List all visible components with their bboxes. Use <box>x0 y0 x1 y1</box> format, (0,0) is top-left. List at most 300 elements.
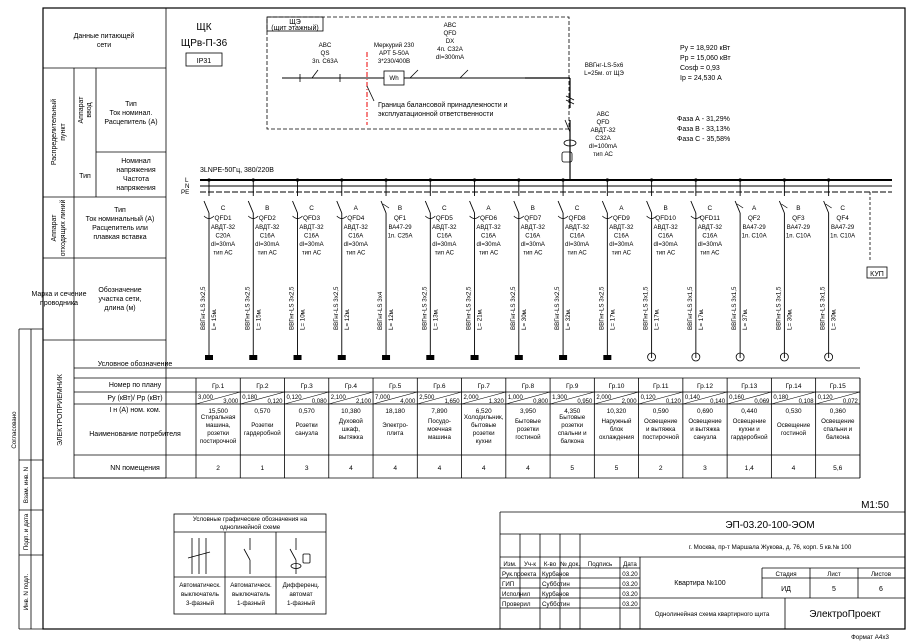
circuit-2-cable: ВВГнг-LS 3х2,5 <box>244 286 252 330</box>
circuit-6-bus-node <box>429 178 432 181</box>
circuit-3-py: 0,120 <box>286 395 302 401</box>
person-2-role: ГИП <box>502 581 515 588</box>
circuit-13-py: 0,160 <box>729 395 745 401</box>
circuit-13-breaker-id: QF2 <box>747 215 761 222</box>
bus-phase-n: N <box>185 183 190 190</box>
circuit-1-breaker-blade <box>204 201 209 213</box>
legend-item-3-l2: автомат <box>289 591 313 598</box>
circuit-1-length: L= 15м. <box>211 308 218 330</box>
circuit-5-py: 7,000 <box>375 395 391 401</box>
circuit-14-py: 0,180 <box>773 395 789 401</box>
scale-label: М1:50 <box>861 500 889 511</box>
circuit-1-device-line-2: С20А <box>215 233 231 240</box>
stage-value: ИД <box>781 586 791 593</box>
circuit-1-pp: 3,000 <box>223 399 239 405</box>
circuit-12-bus-node <box>694 178 697 181</box>
person-4-name: Субботин <box>542 601 570 608</box>
circuit-15-current: 0,360 <box>829 408 846 415</box>
sheet-header: Лист <box>827 571 841 578</box>
circuit-1-socket-symbol <box>205 355 213 360</box>
circuit-14-device-line-1: ВА47-29 <box>786 225 810 231</box>
circuit-7-consumer-line-3: розетки <box>472 430 495 437</box>
circuit-7-socket-symbol <box>471 355 479 360</box>
legend-title-1: Условные графические обозначения на <box>192 516 308 523</box>
circuit-5-device-line-2: 1п. С25А <box>387 233 413 240</box>
circuit-8-breaker-blade <box>514 201 519 213</box>
circuit-6-device-line-2: С16А <box>436 233 452 240</box>
input-device-1: ABC <box>596 111 610 118</box>
circuit-10-socket-symbol <box>603 355 611 360</box>
circuit-3-bus-node <box>296 178 299 181</box>
circuit-3-device-line-2: С16А <box>304 233 320 240</box>
circuit-3-device-line-1: АВДТ-32 <box>299 225 324 231</box>
circuit-6-device-line-1: АВДТ-32 <box>432 225 457 231</box>
person-2-date: 03.20 <box>622 581 638 588</box>
meter-line-3: 3*230/400В <box>377 58 411 65</box>
circuit-6-device-line-4: тип АС <box>434 250 454 257</box>
circuit-4-consumer-line-3: вытяжка <box>338 434 364 441</box>
circuit-13-breaker-blade <box>735 201 740 213</box>
header-uch: Уч-к <box>524 561 536 568</box>
circuit-5-bus-node <box>384 178 387 181</box>
circuit-13-device-line-2: 1п. С10А <box>741 233 767 240</box>
circuit-4-pp: 2,100 <box>356 399 372 405</box>
circuit-15-py: 0,120 <box>817 395 833 401</box>
qfd-line-4: 4п. С32А <box>437 46 463 53</box>
input-device-4: С32А <box>595 135 611 142</box>
circuit-2-py: 0,180 <box>242 395 258 401</box>
distribution-point-label-1: Распределительный <box>51 98 58 166</box>
person-1-name: Курбанов <box>542 571 570 578</box>
circuit-3-breaker-id: QFD3 <box>302 215 321 222</box>
circuit-15-consumer-line-2: спальни и <box>823 426 853 433</box>
circuit-11-group: Гр.11 <box>652 383 669 390</box>
sheets-header: Листов <box>870 571 892 578</box>
circuit-5-length: L= 12м. <box>388 308 396 330</box>
circuit-13-pp: 0,069 <box>754 399 770 405</box>
legend-symbol-3phase <box>188 538 210 574</box>
circuit-3-consumer-line-2: санузла <box>295 430 319 437</box>
header-kvo: К-во <box>543 561 557 568</box>
row-label-current: I н (А) ном. ком. <box>109 407 161 414</box>
boundary-line-2: эксплуатационной ответственности <box>378 111 494 118</box>
circuit-4-cable: ВВГнг-LS 3х2,5 <box>332 286 340 330</box>
input-type-label-3: Расцепитель (А) <box>104 119 158 126</box>
circuit-11-bus-node <box>650 178 653 181</box>
meter-line-1: Меркурий 230 <box>373 42 415 49</box>
circuit-8-device-line-4: тип АС <box>523 250 543 257</box>
outgoing-params-label-1: Тип <box>114 207 126 214</box>
circuit-1-phase: C <box>220 205 226 212</box>
circuit-12-consumer-line-2: и вытяжка <box>690 426 720 433</box>
power-pp: Рр = 15,060 кВт <box>680 55 731 62</box>
circuit-11-device-line-4: тип АС <box>655 250 676 257</box>
circuit-14-breaker-id: QF3 <box>792 215 805 222</box>
circuit-2-room: 1 <box>260 465 265 472</box>
bus-phase-l: L <box>185 177 189 184</box>
circuit-3-device-line-4: тип АС <box>301 250 322 257</box>
circuit-9-consumer-line-2: розетки <box>561 422 584 429</box>
circuit-5-group: Гр.5 <box>388 383 402 390</box>
circuit-6-py: 2,500 <box>419 395 435 401</box>
stage-header: Стадия <box>775 571 797 578</box>
circuit-2-socket-symbol <box>249 355 257 360</box>
circuit-6-phase: C <box>441 205 447 212</box>
circuit-13-device-line-1: ВА47-29 <box>742 225 766 231</box>
input-device-6: тип АС <box>593 151 613 158</box>
circuit-15-phase: C <box>840 205 845 212</box>
apparatus-input-label-1: Аппарат <box>78 96 85 124</box>
strip-approved: Согласовано <box>11 411 18 449</box>
circuit-5-device-line-1: ВА47-29 <box>388 225 412 231</box>
circuit-9-group: Гр.9 <box>566 383 579 390</box>
circuit-6-cable: ВВГнг-LS 3х2,5 <box>421 286 429 330</box>
legend-symbol-diff <box>290 538 310 574</box>
circuit-12-breaker-blade <box>691 201 696 213</box>
header-izm: Изм. <box>503 561 517 568</box>
circuit-3-current: 0,570 <box>298 408 315 415</box>
circuit-8-bus-node <box>517 178 520 181</box>
circuit-4-bus-node <box>340 178 343 181</box>
outgoing-params-label-3: Расцепитель или <box>92 225 148 232</box>
circuit-12-device-line-1: АВДТ-32 <box>697 225 723 231</box>
circuit-15-cable: ВВГнг-LS 3х1,5 <box>819 286 827 330</box>
meter-symbol: Wh <box>389 75 399 82</box>
circuit-6-room: 4 <box>437 465 442 472</box>
circuit-2-breaker-blade <box>248 201 253 213</box>
phase-c-load: Фаза С - 35,58% <box>677 136 731 143</box>
circuit-9-device-line-1: АВДТ-32 <box>564 225 590 231</box>
qfd-line-1: ABC <box>443 22 457 29</box>
circuit-9-py: 1,300 <box>552 395 568 401</box>
circuit-5-consumer-line-2: плита <box>386 430 404 437</box>
circuit-3-group: Гр.3 <box>300 383 313 390</box>
circuit-10-consumer-line-3: охлаждения <box>599 434 634 441</box>
outgoing-params-label-2: Ток номинальный (А) <box>85 216 155 223</box>
circuit-14-length: L= 30м. <box>786 308 794 330</box>
voltage-label-2: напряжения <box>116 167 156 174</box>
circuit-2-consumer-line-1: Розетки <box>251 422 274 429</box>
circuit-9-phase: C <box>574 205 580 212</box>
circuit-1-group: Гр.1 <box>211 383 225 390</box>
circuit-8-consumer-line-1: Бытовые <box>515 418 541 425</box>
circuit-13-room: 1,4 <box>744 465 754 472</box>
left-strip <box>11 411 30 610</box>
circuit-12-phase: C <box>707 205 713 212</box>
circuit-9-socket-symbol <box>559 355 567 360</box>
circuit-2-length: L= 15м. <box>255 308 263 330</box>
row-label-room: NN помещения <box>110 465 160 472</box>
circuit-4-device-line-2: С16А <box>348 233 364 240</box>
person-3-role: Исполнил <box>502 591 531 598</box>
power-cos: Cosф = 0,93 <box>680 65 720 72</box>
circuit-8-pp: 0,800 <box>533 399 549 405</box>
circuit-9-consumer-line-1: Бытовые <box>559 414 586 421</box>
circuit-2-device-line-4: тип АС <box>257 250 277 257</box>
circuit-3-length: L= 10м. <box>299 308 307 330</box>
circuit-7-device-line-4: тип АС <box>478 250 499 257</box>
circuit-15-consumer-line-3: балкона <box>826 434 850 441</box>
row-label-power: Ру (кВт)/ Рр (кВт) <box>107 395 163 402</box>
circuit-12-breaker-id: QFD11 <box>699 215 720 222</box>
circuit-9-device-line-4: тип АС <box>567 250 587 257</box>
circuit-9-room: 5 <box>570 465 575 472</box>
circuit-4-room: 4 <box>349 465 353 472</box>
outgoing-params-label-4: плавкая вставка <box>93 234 147 241</box>
circuit-14-bus-node <box>783 178 786 181</box>
circuit-12-device-line-4: тип АС <box>700 250 720 257</box>
circuit-1-device-line-3: dI=30mA <box>210 242 236 248</box>
circuit-8-py: 1,000 <box>507 395 523 401</box>
person-1-date: 03.20 <box>622 571 638 578</box>
meter-box-text <box>271 19 507 118</box>
circuit-5-breaker-id: QF1 <box>393 215 407 222</box>
circuit-9-breaker-blade <box>558 201 563 213</box>
feeder-cable: ВВГнг-LS-5х6 <box>584 62 624 69</box>
legend <box>179 516 319 607</box>
circuit-8-device-line-2: С16А <box>525 233 541 240</box>
panel-ip: IP31 <box>196 58 212 65</box>
circuit-8-room: 4 <box>526 465 530 472</box>
circuit-8-breaker-id: QFD7 <box>524 215 542 222</box>
circuit-15-length: L= 30м. <box>830 308 838 330</box>
circuit-9-breaker-id: QFD8 <box>568 215 586 222</box>
meter-box-title: ЩЭ <box>289 19 301 26</box>
person-3-date: 03.20 <box>622 591 638 598</box>
circuit-2-device-line-2: С16А <box>259 233 275 240</box>
circuit-15-room: 5,6 <box>833 465 843 472</box>
circuits-group <box>196 178 860 478</box>
circuit-4-group: Гр.4 <box>344 383 358 390</box>
legend-item-1-l2: выключатель <box>181 591 219 598</box>
header-sign: Подпись <box>587 561 613 568</box>
circuit-7-consumer-line-2: бытовые <box>471 422 497 429</box>
circuit-12-device-line-3: dI=30mA <box>697 242 722 248</box>
type-label: Тип <box>79 173 91 180</box>
circuit-1-consumer-line-1: Стиральная <box>200 414 236 421</box>
circuit-4-socket-symbol <box>338 355 346 360</box>
circuit-8-socket-symbol <box>515 355 523 360</box>
circuit-10-consumer-line-1: Наружный <box>601 418 632 425</box>
circuit-4-py: 2,100 <box>330 395 346 401</box>
circuit-11-device-line-2: С16А <box>658 233 674 240</box>
circuit-9-device-line-3: dI=30mA <box>564 242 590 248</box>
circuit-8-length: L= 30м. <box>520 308 528 330</box>
circuit-5-current: 18,180 <box>385 408 405 415</box>
circuit-8-consumer-line-2: розетки <box>517 426 539 433</box>
circuit-11-consumer-line-1: Освещение <box>644 418 678 425</box>
circuit-15-pp: 0,072 <box>842 399 858 405</box>
circuit-10-current: 10,320 <box>606 408 627 415</box>
person-3-name: Курбанов <box>542 591 570 598</box>
qfd-line-2: QFD <box>443 30 457 37</box>
legend-item-3-l3: 1-фазный <box>286 600 316 607</box>
circuit-7-device-line-1: АВДТ-32 <box>476 225 501 231</box>
circuit-8-group: Гр.8 <box>521 383 535 390</box>
circuit-10-device-line-3: dI=30mA <box>609 242 634 248</box>
outgoing-label-1: Аппарат <box>51 214 58 242</box>
supply-data-label-1: Данные питающей <box>73 33 135 40</box>
circuit-9-consumer-line-4: балкона <box>560 438 584 445</box>
circuit-12-device-line-2: С16А <box>702 233 718 240</box>
circuit-14-phase: B <box>796 205 801 212</box>
circuit-5-pp: 4,000 <box>400 399 416 405</box>
circuit-3-pp: 0,080 <box>311 399 327 405</box>
circuit-7-cable: ВВГнг-LS 3х2,5 <box>465 286 473 330</box>
boundary-line-1: Граница балансовой принадлежности и <box>378 102 508 109</box>
meter-box-subtitle: (щит этажный) <box>271 25 319 32</box>
receiver-label: ЭЛЕКТРОПРИЕМНИК <box>57 374 64 446</box>
circuit-4-consumer-line-1: Духовой <box>338 418 363 425</box>
circuit-1-py: 3,000 <box>198 395 214 401</box>
circuit-6-consumer-line-2: моечная <box>427 426 452 433</box>
circuit-10-device-line-1: АВДТ-32 <box>609 225 634 231</box>
circuit-6-breaker-blade <box>425 201 430 213</box>
circuit-9-length: L= 32м. <box>565 308 573 330</box>
panel-name: ЩК <box>196 22 212 33</box>
circuit-5-breaker-blade <box>381 201 386 213</box>
legend-title-2: однолинейной схеме <box>219 524 281 531</box>
circuit-6-device-line-3: dI=30mA <box>432 242 457 248</box>
person-1-role: Рук.проекта <box>502 571 537 578</box>
circuit-1-cable: ВВГнг-LS 3х2,5 <box>200 286 207 330</box>
circuit-11-consumer-line-2: и вытяжка <box>645 426 676 433</box>
bus-phase-pe: PE <box>181 189 190 196</box>
circuit-14-current: 0,530 <box>785 408 802 415</box>
circuit-9-current: 4,350 <box>564 408 581 415</box>
input-type-label-1: Тип <box>125 101 137 108</box>
format-label: Формат А4х3 <box>851 634 889 641</box>
power-py: Ру = 18,920 кВт <box>680 45 731 52</box>
circuit-10-py: 2,000 <box>596 395 612 401</box>
circuit-7-device-line-3: dI=30mA <box>476 242 501 248</box>
circuit-8-phase: B <box>530 205 535 212</box>
circuit-8-cable: ВВГнг-LS 3х2,5 <box>509 286 517 330</box>
circuit-4-device-line-4: тип АС <box>346 250 366 257</box>
circuit-8-current: 3,950 <box>519 408 536 415</box>
input-device-2: QFD <box>596 119 610 126</box>
sheets-value: 6 <box>879 586 883 593</box>
circuit-15-device-line-2: 1п. С10А <box>830 233 856 240</box>
circuit-12-py: 0,140 <box>684 395 700 401</box>
object-name: Квартира №100 <box>674 580 726 587</box>
circuit-13-consumer-line-2: кухни и <box>738 426 760 433</box>
voltage-label-1: Номинал <box>121 158 151 165</box>
circuit-11-device-line-3: dI=30mA <box>653 242 678 248</box>
circuit-11-cable: ВВГнг-LS 3х1,5 <box>642 286 650 330</box>
circuit-9-cable: ВВГнг-LS 3х2,5 <box>554 286 562 330</box>
circuit-5-room: 4 <box>393 465 398 472</box>
circuit-11-length: L= 17м. <box>653 308 661 330</box>
legend-item-2-l3: 1-фазный <box>236 600 266 607</box>
circuit-4-length: L= 12м. <box>343 308 351 330</box>
circuit-14-consumer-line-2: гостиной <box>780 430 807 437</box>
circuit-6-pp: 1,650 <box>444 399 460 405</box>
circuit-8-device-line-1: АВДТ-32 <box>520 225 545 231</box>
power-ip: Iр = 24,530 А <box>680 75 722 82</box>
circuit-7-device-line-2: С16А <box>481 233 497 240</box>
circuit-3-socket-symbol <box>294 355 302 360</box>
phase-b-load: Фаза В - 33,13% <box>677 126 730 133</box>
circuit-15-breaker-blade <box>824 201 829 213</box>
circuit-2-device-line-3: dI=30mA <box>255 242 280 248</box>
circuit-10-length: L= 17м. <box>609 308 617 330</box>
qfd-line-5: dI=300mA <box>435 54 465 61</box>
qfd-line-3: DX <box>445 38 455 45</box>
circuit-4-breaker-blade <box>337 201 342 213</box>
circuit-6-group: Гр.6 <box>433 383 446 390</box>
circuit-14-device-line-2: 1п. С10А <box>785 233 811 240</box>
distribution-point-label-2: пункт <box>60 123 67 141</box>
input-device-5: dI=100mA <box>588 143 618 150</box>
bus-label: 3LNPE-50Гц, 380/220В <box>200 167 274 174</box>
circuit-10-group: Гр.10 <box>608 383 625 390</box>
circuit-6-length: L= 13м. <box>432 308 440 330</box>
circuit-7-current: 6,520 <box>475 408 492 415</box>
wire-mark-label-1: Марка и сечение <box>31 291 87 298</box>
circuit-13-consumer-line-1: Освещение <box>732 418 766 425</box>
circuit-7-consumer-line-1: Холодильник, <box>463 414 504 421</box>
circuit-15-bus-node <box>827 178 830 181</box>
circuit-13-current: 0,440 <box>741 408 758 415</box>
circuit-14-breaker-blade <box>779 201 784 213</box>
sheet-value: 5 <box>832 586 836 593</box>
circuit-1-consumer-line-4: постирочной <box>199 438 237 445</box>
circuit-14-consumer-line-1: Освещение <box>776 422 811 429</box>
circuit-12-pp: 0,140 <box>710 399 726 405</box>
circuit-12-room: 3 <box>703 465 707 472</box>
circuit-11-breaker-id: QFD10 <box>655 215 676 222</box>
legend-symbol-1phase <box>244 538 250 574</box>
circuit-7-bus-node <box>473 178 476 181</box>
circuit-12-cable: ВВГнг-LS 3х1,5 <box>686 286 694 330</box>
circuit-4-consumer-line-2: шкаф, <box>341 426 360 433</box>
input-device-3: АВДТ-32 <box>590 127 616 134</box>
supply-data-label-2: сети <box>96 42 112 49</box>
kup-label: КУП <box>870 271 884 278</box>
person-4-date: 03.20 <box>622 601 638 608</box>
circuit-6-socket-symbol <box>426 355 434 360</box>
legend-item-3-l1: Дифференц. <box>282 582 320 589</box>
circuit-10-device-line-4: тип АС <box>611 250 631 257</box>
circuit-14-room: 4 <box>791 465 796 472</box>
circuit-6-consumer-line-1: Посудо- <box>427 418 451 425</box>
person-4-role: Проверил <box>502 601 531 608</box>
circuit-6-consumer-line-3: машина <box>427 434 451 441</box>
circuit-10-device-line-2: С16А <box>613 233 629 240</box>
company-name: ЭлектроПроект <box>809 609 881 620</box>
legend-item-2-l1: Автоматическ. <box>230 582 272 589</box>
circuit-6-current: 7,890 <box>431 408 448 415</box>
address: г. Москва, пр-т Маршала Жукова, д. 76, корп. 5 кв.№ 100 <box>688 544 852 551</box>
circuit-2-bus-node <box>252 178 255 181</box>
circuit-3-consumer-line-1: Розетки <box>295 422 318 429</box>
meter-line-2: АРТ 5-50А <box>379 50 409 57</box>
phase-a-load: Фаза А - 31,29% <box>677 116 730 123</box>
circuit-1-room: 2 <box>216 465 220 472</box>
circuit-7-group: Гр.7 <box>477 383 490 390</box>
circuit-10-breaker-blade <box>602 201 607 213</box>
circuit-6-breaker-id: QFD5 <box>435 215 453 222</box>
circuit-10-bus-node <box>606 178 609 181</box>
circuit-13-length: L= 37м. <box>742 308 750 330</box>
circuit-3-device-line-3: dI=30mA <box>299 242 324 248</box>
sheet-title: Однолинейная схема квартирного щита <box>654 611 770 618</box>
wire-desig-label-2: участка сети, <box>98 296 142 303</box>
circuit-2-current: 0,570 <box>254 408 271 415</box>
qs-line-2: QS <box>320 50 330 57</box>
wire-mark-label-2: проводника <box>40 300 78 307</box>
